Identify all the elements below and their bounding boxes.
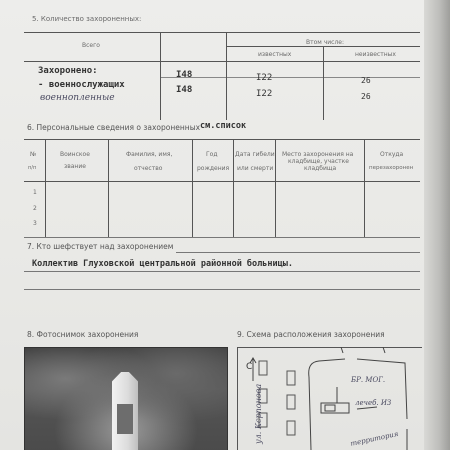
col-including-header: Втом числе: — [306, 39, 345, 46]
buried-total-value: I48 — [176, 70, 193, 80]
col-name-header: Фамилия, имя, — [126, 151, 173, 158]
section-7-line-2 — [24, 289, 420, 290]
col-birth-header-2: рождения — [197, 165, 230, 172]
section-8-title: 8. Фотоснимок захоронения — [27, 330, 139, 339]
table5-top-border — [24, 32, 420, 33]
col-death-header-2: или смерти — [237, 165, 274, 172]
table5-col-line-3 — [323, 46, 324, 120]
page-edge-shadow — [424, 0, 450, 450]
table5-col-line-1 — [160, 32, 161, 120]
col-origin-header: Откуда — [380, 151, 404, 158]
col-rank-header: Воинское — [60, 151, 90, 158]
section-6-title: 6. Персональные сведения о захороненных — [27, 123, 201, 132]
row-buried-label: Захоронено: — [38, 66, 98, 76]
table6-row-3-num: 3 — [33, 220, 37, 227]
col-origin-header-2: перезахоронен — [369, 165, 414, 171]
table6-col-line-6 — [364, 139, 365, 237]
military-known-value: I22 — [256, 89, 273, 99]
col-place-header-2: кладбище, участке — [288, 158, 349, 165]
row-civilians-handwritten: военнопленные — [40, 93, 115, 103]
hospital-label: лечеб. ИЗ — [355, 399, 392, 407]
table6-row-2-num: 2 — [33, 205, 37, 212]
col-total-header: Всего — [82, 42, 100, 49]
col-num-header: № — [30, 151, 37, 158]
memorial-plaque — [117, 404, 133, 434]
section-6-list-note: см.список — [200, 121, 247, 131]
table6-col-line-2 — [108, 139, 109, 237]
row-military-label: - военнослужащих — [38, 80, 125, 90]
table5-col-line-2 — [226, 32, 227, 120]
section-7-title: 7. Кто шефствует над захоронением — [27, 242, 174, 251]
mass-grave-label: БР. МОГ. — [351, 376, 386, 384]
table6-header-bottom — [24, 181, 420, 182]
table6-col-line-3 — [192, 139, 193, 237]
col-birth-header: Год — [206, 151, 218, 158]
table6-col-line-1 — [45, 139, 46, 237]
table6-row-1-num: 1 — [33, 189, 37, 196]
buried-unknown-value: 26 — [361, 76, 371, 85]
military-unknown-value: 26 — [361, 92, 371, 101]
section-7-patron-value: Коллектив Глуховской центральной районной больницы. — [32, 259, 293, 269]
street-label: ул. Ксрпонова — [254, 383, 263, 444]
section-7-line-1 — [24, 271, 420, 272]
col-known-header: известных — [258, 51, 292, 58]
territory-label: территория — [349, 429, 400, 448]
col-num-header-2: п/п — [28, 165, 37, 171]
col-place-header-3: кладбища — [304, 165, 337, 172]
col-place-header: Место захоронения на — [282, 151, 354, 158]
compass-north-label: С — [246, 362, 253, 372]
table6-top-border — [24, 139, 420, 140]
table6-bottom-border — [24, 237, 420, 238]
table6-col-line-5 — [275, 139, 276, 237]
col-unknown-header: неизвестных — [355, 51, 396, 58]
table6-col-line-4 — [233, 139, 234, 237]
buried-known-value: I22 — [256, 73, 273, 83]
table5-row-line — [160, 77, 420, 78]
section-9-title: 9. Схема расположения захоронения — [237, 330, 385, 339]
col-rank-header-2: звание — [64, 163, 86, 170]
section-5-title: 5. Количество захороненных: — [32, 15, 142, 23]
military-total-value: I48 — [176, 85, 193, 95]
col-name-header-2: отчество — [134, 165, 163, 172]
table5-header-bottom — [24, 61, 420, 62]
col-death-header: Дата гибели — [235, 151, 275, 158]
section-7-title-line — [176, 252, 420, 253]
